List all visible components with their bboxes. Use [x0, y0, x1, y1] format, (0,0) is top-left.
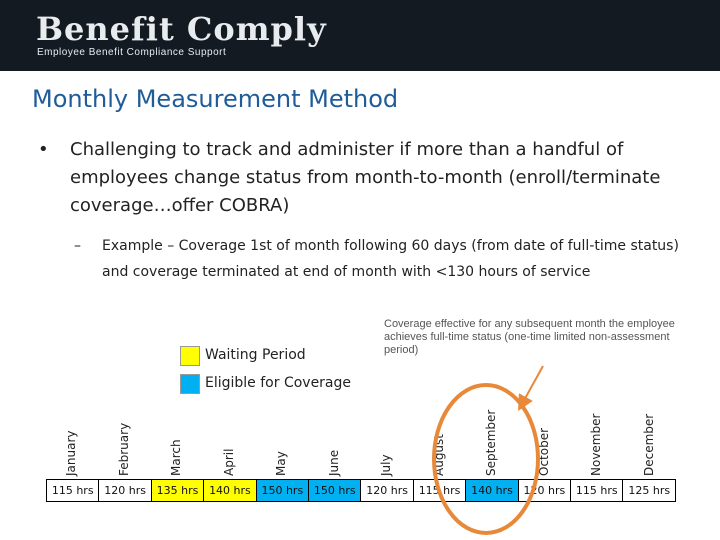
- month-label: May: [274, 451, 289, 476]
- hours-cell: 135 hrs: [151, 480, 203, 502]
- hours-table: [46, 479, 676, 502]
- month-label: October: [536, 427, 551, 476]
- logo-subtitle: Employee Benefit Compliance Support: [37, 47, 227, 58]
- bullet-dot-icon: •: [38, 139, 49, 160]
- sub-bullet-text: Example – Coverage 1st of month following 60 days (from date of full-time status) and coverage terminated at end of month with <130 hours of service: [102, 238, 679, 280]
- month-label: April: [221, 448, 236, 476]
- hours-cell: 120 hrs: [518, 480, 570, 502]
- month-label: September: [484, 409, 499, 476]
- legend-label-eligible: Eligible for Coverage: [205, 375, 352, 391]
- month-header-row: [46, 400, 676, 478]
- main-bullet-text: Challenging to track and administer if more than a handful of employees change status from month-to-month (enroll/terminate coverage…offer COBRA): [70, 139, 661, 216]
- hours-cell: 120 hrs: [361, 480, 413, 502]
- hours-cell: 115 hrs: [47, 480, 99, 502]
- month-label: February: [116, 422, 131, 476]
- callout-note: Coverage effective for any subsequent month the employee achieves full-time status (one-time limited non-assessment period): [384, 318, 675, 356]
- month-label: July: [379, 454, 394, 476]
- month-label: August: [431, 434, 446, 476]
- hours-cell: 150 hrs: [256, 480, 308, 502]
- hours-cell: 115 hrs: [413, 480, 465, 502]
- hours-cell: 150 hrs: [309, 480, 361, 502]
- legend-swatch-eligible: [180, 374, 200, 394]
- month-label: November: [589, 413, 604, 476]
- hours-cell: 115 hrs: [571, 480, 623, 502]
- month-label: June: [326, 449, 341, 476]
- dash-icon: –: [74, 238, 81, 254]
- slide-title: Monthly Measurement Method: [32, 85, 399, 113]
- month-label: January: [64, 430, 79, 476]
- header-banner: [0, 0, 720, 71]
- hours-cell: 140 hrs: [466, 480, 518, 502]
- legend-swatch-waiting: [180, 346, 200, 366]
- month-label: March: [169, 439, 184, 476]
- logo-title: Benefit Comply: [36, 10, 327, 48]
- hours-row: [47, 480, 676, 502]
- hours-cell: 140 hrs: [204, 480, 256, 502]
- legend-label-waiting: Waiting Period: [205, 347, 306, 363]
- hours-cell: 125 hrs: [623, 480, 676, 502]
- hours-cell: 120 hrs: [99, 480, 151, 502]
- month-label: December: [641, 413, 656, 476]
